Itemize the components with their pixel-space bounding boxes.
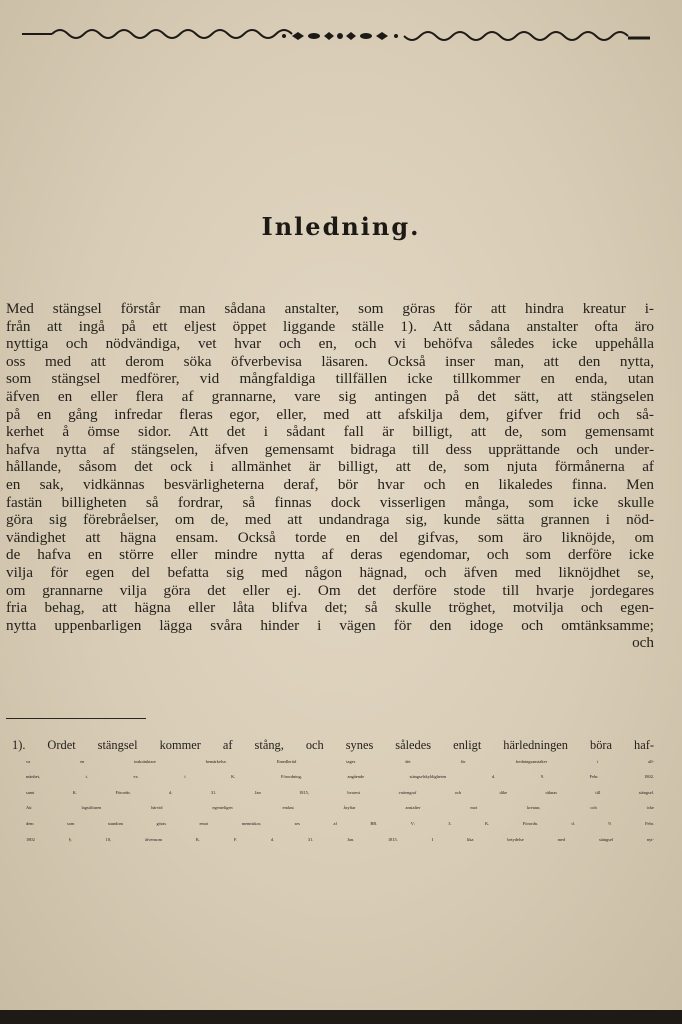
footnote-line: 1). Ordet stängsel kommer af stång, och synes således enligt härledningen böra haf- bbox=[12, 738, 654, 752]
body-line: och bbox=[632, 634, 654, 652]
body-line: som stängsel medförer, vid mångfaldiga tillfällen icke tillkommer en enda, utan bbox=[6, 370, 654, 388]
page-edge bbox=[0, 1010, 682, 1024]
body-line: hållande, såsom det ock i allmänhet är billigt, att de, som njuta förmånerna af bbox=[6, 458, 654, 476]
footnote-line: samt K. Förordn. d. 31. Jan 1815, hvarest vattengraf och dike räknas till stängsel. bbox=[26, 789, 654, 795]
body-line: oss med att derom söka öfverbevisa läsaren. Också inser man, att den nytta, bbox=[6, 352, 654, 370]
footnote-line: mänhet, t. ex. i K. Förordning, angående stängselskyldigheten d. 9. Febr. 1802. bbox=[26, 774, 654, 780]
footnote-divider bbox=[6, 718, 146, 719]
chapter-title: Inledning. bbox=[261, 212, 421, 241]
footnote-line: dem som stundom göras emot menniskor, ses af BB. V: 3. K. Förordn. d. 9. Febr. bbox=[26, 820, 654, 826]
body-line: nyttiga och nödvändiga, vet hvar och en, och vi behöfva således icke uppehålla bbox=[6, 335, 654, 353]
footnote-line: Att lagstiftaren härvid egenteligen endast åsyftar anstalter mot kreatur, och icke bbox=[26, 805, 654, 811]
body-line: på en gång infredar fleras egor, eller, med att afskilja dem, gifver frid och så- bbox=[6, 405, 654, 423]
body-line: Med stängsel förstår man sådana anstalter, som göras för att hindra kreatur i- bbox=[6, 300, 654, 317]
body-text bbox=[6, 300, 654, 652]
body-line: fastän billigheten så fordrar, så finnas dock visserligen många, som icke skulle bbox=[6, 493, 654, 511]
body-line: hafva nytta af stängselen, äfven gemensamt bidraga till dess upprättande och under- bbox=[6, 440, 654, 458]
body-line: från att ingå på ett eljest öppet liggande ställe 1). Att sådana anstalter ofta äro bbox=[6, 317, 654, 335]
body-line: äfven en eller flera af grannarne, vare sig antingen på det sätt, att stängselen bbox=[6, 387, 654, 405]
body-line: göra sig förebråelser, om de, med att undandraga sig, kunde sätta grannen i nöd- bbox=[6, 511, 654, 529]
body-line: fria behag, att hägna eller låta blifva det; så skulle tröghet, motvilja och egen- bbox=[6, 599, 654, 617]
body-line: vilja för egen del befatta sig med någon hägnad, och äfven med liknöjdhet se, bbox=[6, 563, 654, 581]
body-line: en sak, vidkännas besvärligheterna deraf, bör hvar och en likaledes finna. Men bbox=[6, 475, 654, 493]
footnote-text bbox=[12, 738, 654, 847]
ornament-rule-icon bbox=[22, 24, 650, 48]
body-line: vändighet att hägna ensam. Också torde en del gifvas, som äro liknöjde, om bbox=[6, 528, 654, 546]
body-line: kerhet å ömse sidor. Att det i sådant fall är billigt, att de, som gemensamt bbox=[6, 423, 654, 441]
footnote-line: va en inskränktare bemärkelse. Emedlertid tages det för fredningsanstalter i all- bbox=[26, 758, 654, 764]
body-line: nytta uppenbarligen lägga svåra hinder i vägen för den idoge och omtänksamme; bbox=[6, 616, 654, 634]
body-line: de hafva en större eller mindre nytta af deras egendomar, och som derföre icke bbox=[6, 546, 654, 564]
body-line: om grannarne vilja göra det eller ej. Om det derföre stode till hvarje jordegares bbox=[6, 581, 654, 599]
footnote-line: 1802 §. 10, äfvensom K. F. d. 31. Jan. 1815. I lika betydelse med stängsel nyt- bbox=[26, 836, 654, 842]
